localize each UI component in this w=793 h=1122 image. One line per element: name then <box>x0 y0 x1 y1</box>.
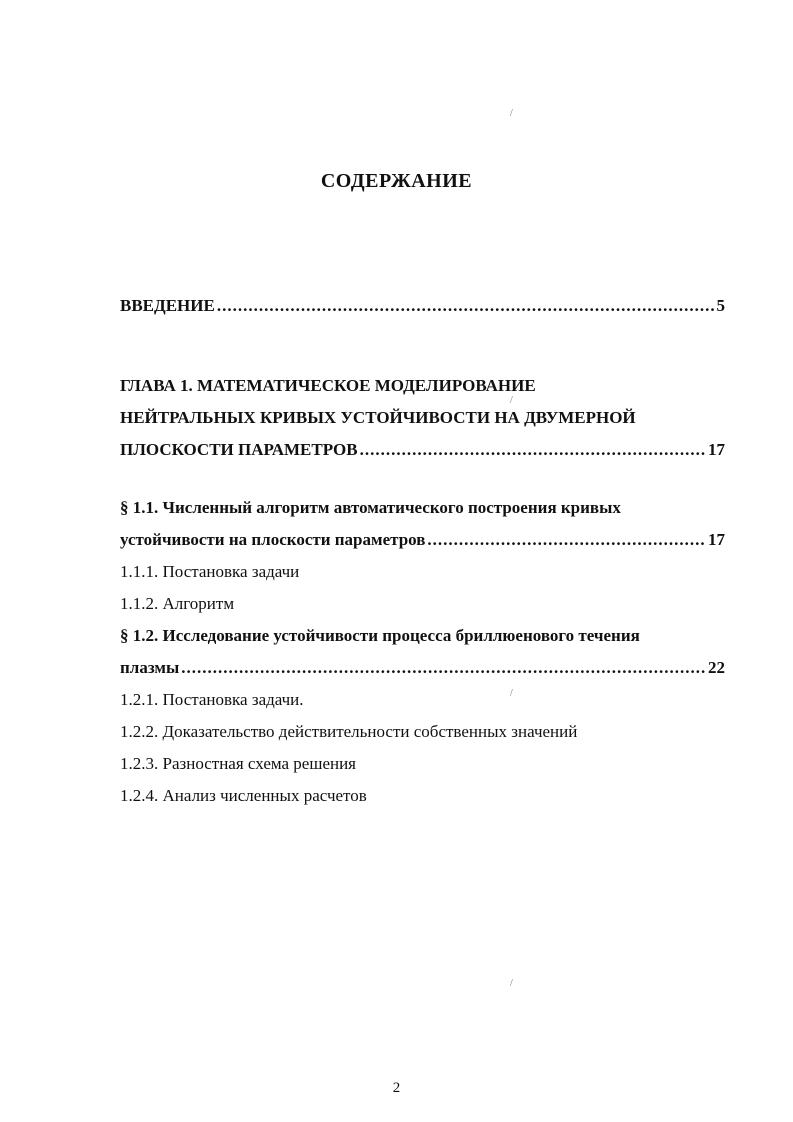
toc-subitem[interactable] <box>120 588 725 620</box>
scan-speck: / <box>510 688 513 699</box>
toc-line <box>120 620 725 652</box>
toc-leader-dots <box>217 290 715 322</box>
scan-speck: / <box>510 978 513 989</box>
toc-label: ПЛОСКОСТИ ПАРАМЕТРОВ <box>120 440 358 459</box>
toc-line <box>120 290 725 322</box>
toc-leader-dots <box>427 524 706 556</box>
toc-entry-chapter1[interactable] <box>120 370 725 466</box>
toc-page-number: 5 <box>716 296 725 315</box>
toc-entry-section-1-1[interactable] <box>120 492 725 620</box>
toc-line <box>120 524 725 556</box>
toc-line <box>120 434 725 466</box>
toc-page-number: 22 <box>708 658 725 677</box>
toc-subitem[interactable] <box>120 748 725 780</box>
toc-line <box>120 492 725 524</box>
toc-label: ГЛАВА 1. МАТЕМАТИЧЕСКОЕ МОДЕЛИРОВАНИЕ <box>120 376 536 395</box>
scan-speck: / <box>510 108 513 119</box>
toc-label: ВВЕДЕНИЕ <box>120 296 215 315</box>
toc-line <box>120 370 725 402</box>
toc-leader-dots <box>360 434 706 466</box>
toc-label: 1.1.2. Алгоритм <box>120 594 235 613</box>
toc-subitem[interactable] <box>120 684 725 716</box>
toc-label: § 1.1. Численный алгоритм автоматического построения кривых <box>120 498 621 517</box>
toc-label: НЕЙТРАЛЬНЫХ КРИВЫХ УСТОЙЧИВОСТИ НА ДВУМЕРНОЙ <box>120 408 636 427</box>
toc-label: 1.2.2. Доказательство действительности собственных значений <box>120 722 578 741</box>
toc-subitem[interactable] <box>120 780 725 812</box>
toc-label: 1.2.3. Разностная схема решения <box>120 754 356 773</box>
toc-line <box>120 402 725 434</box>
toc-label: 1.1.1. Постановка задачи <box>120 562 300 581</box>
toc-label: 1.2.4. Анализ численных расчетов <box>120 786 367 805</box>
toc-label: § 1.2. Исследование устойчивости процесса бриллюенового течения <box>120 626 640 645</box>
toc-label: плазмы <box>120 658 180 677</box>
page-title: СОДЕРЖАНИЕ <box>320 170 473 192</box>
toc-line <box>120 652 725 684</box>
toc-entry-section-1-2[interactable] <box>120 620 725 812</box>
toc-page-number: 17 <box>708 440 725 459</box>
scan-speck: / <box>510 395 513 406</box>
toc-entry-intro[interactable] <box>120 290 725 322</box>
toc-subitem[interactable] <box>120 716 725 748</box>
page-number: 2 <box>392 1080 401 1096</box>
toc-label: 1.2.1. Постановка задачи. <box>120 690 304 709</box>
toc-label: устойчивости на плоскости параметров <box>120 530 426 549</box>
toc-page-number: 17 <box>708 530 725 549</box>
toc-subitem[interactable] <box>120 556 725 588</box>
toc-leader-dots <box>181 652 706 684</box>
